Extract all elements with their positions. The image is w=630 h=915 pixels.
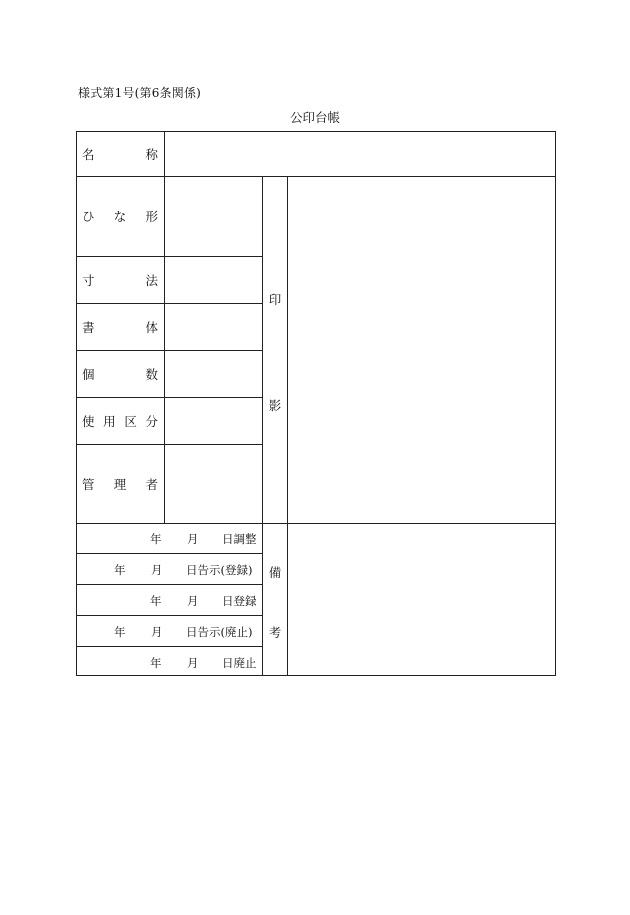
hinagata-field[interactable] xyxy=(165,177,262,256)
name-field[interactable] xyxy=(165,132,555,176)
usage-category-label: 使 用 区 分 xyxy=(82,413,158,429)
remarks-label-top: 備 xyxy=(268,565,282,580)
page-title: 公印台帳 xyxy=(289,110,340,125)
typeface-label: 書 体 xyxy=(82,319,158,335)
date-row-adjusted[interactable]: 年 月 日調整 xyxy=(150,532,257,546)
count-label: 個 数 xyxy=(82,366,158,382)
usage-category-field[interactable] xyxy=(165,398,262,444)
date-row-notice-registration[interactable]: 年 月 日告示(登録) xyxy=(114,563,253,577)
manager-label: 管 理 者 xyxy=(82,476,158,492)
seal-image-label-bottom: 影 xyxy=(268,398,282,413)
typeface-field[interactable] xyxy=(165,304,262,350)
size-field[interactable] xyxy=(165,257,262,303)
remarks-area[interactable] xyxy=(288,524,555,675)
form-number: 様式第1号(第6条関係) xyxy=(78,86,202,100)
hinagata-label: ひ な 形 xyxy=(82,209,158,224)
column-divider xyxy=(262,176,263,676)
date-row-notice-abolition[interactable]: 年 月 日告示(廃止) xyxy=(114,625,253,639)
remarks-label-bottom: 考 xyxy=(268,625,282,640)
seal-image-label-top: 印 xyxy=(268,292,282,307)
count-field[interactable] xyxy=(165,351,262,397)
seal-impression-area[interactable] xyxy=(288,177,555,523)
date-row-registered[interactable]: 年 月 日登録 xyxy=(150,594,257,608)
size-label: 寸 法 xyxy=(82,272,158,288)
date-row-abolished[interactable]: 年 月 日廃止 xyxy=(150,656,257,670)
name-label: 名 称 xyxy=(82,146,158,162)
manager-field[interactable] xyxy=(165,445,262,523)
